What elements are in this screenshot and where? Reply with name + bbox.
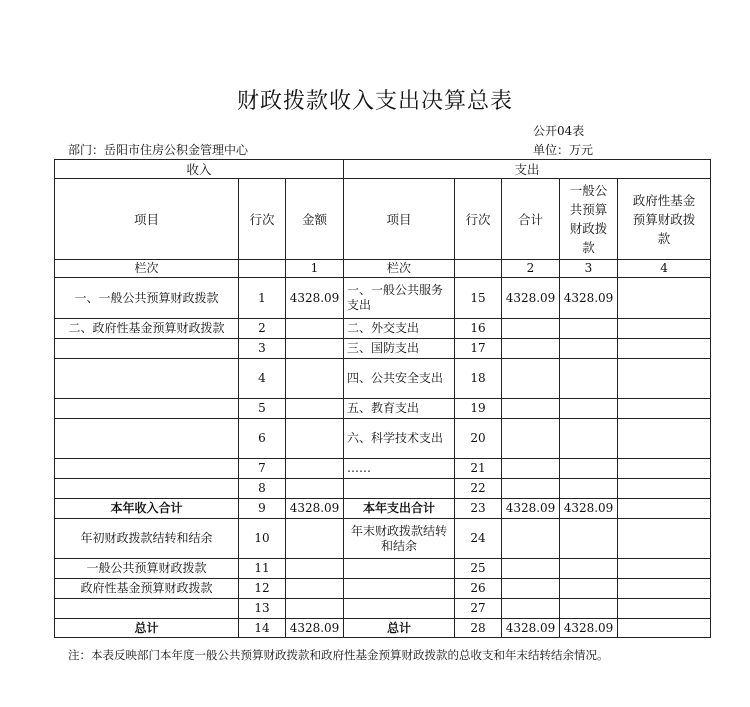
cell-ex-total	[502, 559, 560, 579]
cell-ex-total	[502, 459, 560, 479]
cell-in-item	[55, 339, 239, 359]
cell-ex-fund	[618, 339, 711, 359]
cell-ex-total: 4328.09	[502, 619, 560, 638]
column-3: 3	[560, 260, 618, 278]
cell-ex-gen	[560, 339, 618, 359]
cell-in-amt	[286, 479, 344, 499]
cell-ex-fund	[618, 559, 711, 579]
cell-ex-gen: 4328.09	[560, 278, 618, 319]
cell-in-no: 7	[239, 459, 286, 479]
cell-in-amt: 4328.09	[286, 499, 344, 519]
cell-ex-no: 19	[455, 399, 502, 419]
cell-in-amt	[286, 519, 344, 559]
cell-in-no: 1	[239, 278, 286, 319]
cell-ex-item	[344, 559, 455, 579]
cell-ex-gen	[560, 519, 618, 559]
budget-table	[54, 159, 711, 638]
cell-in-amt	[286, 399, 344, 419]
table-row	[55, 459, 711, 479]
cell-in-amt: 4328.09	[286, 619, 344, 638]
department-label: 部门：岳阳市住房公积金管理中心	[68, 143, 249, 157]
cell-ex-item: 三、国防支出	[344, 339, 455, 359]
table-row	[55, 499, 711, 519]
footnote: 注：本表反映部门本年度一般公共预算财政拨款和政府性基金预算财政拨款的总收支和年末结转结余情况。	[68, 648, 609, 662]
cell-in-item: 一、一般公共预算财政拨款	[55, 278, 239, 319]
cell-in-item	[55, 419, 239, 459]
cell-in-no: 10	[239, 519, 286, 559]
cell-ex-total	[502, 519, 560, 559]
cell-ex-item: 四、公共安全支出	[344, 359, 455, 399]
cell-ex-item: 二、外交支出	[344, 319, 455, 339]
column-1: 1	[286, 260, 344, 278]
cell-ex-no: 15	[455, 278, 502, 319]
cell-ex-fund	[618, 619, 711, 638]
cell-ex-no: 26	[455, 579, 502, 599]
cell-in-amt	[286, 359, 344, 399]
cell-ex-gen	[560, 359, 618, 399]
cell-ex-gen: 4328.09	[560, 499, 618, 519]
cell-in-amt	[286, 339, 344, 359]
cell-in-item: 总计	[55, 619, 239, 638]
cell-ex-fund	[618, 319, 711, 339]
cell-ex-no: 22	[455, 479, 502, 499]
table-row	[55, 339, 711, 359]
expense-row-no-header: 行次	[455, 179, 502, 260]
cell-ex-item: 六、科学技术支出	[344, 419, 455, 459]
expense-item-header: 项目	[344, 179, 455, 260]
cell-ex-total	[502, 419, 560, 459]
cell-ex-no: 16	[455, 319, 502, 339]
cell-in-no: 12	[239, 579, 286, 599]
cell-in-no: 8	[239, 479, 286, 499]
cell-ex-item	[344, 579, 455, 599]
cell-in-item: 年初财政拨款结转和结余	[55, 519, 239, 559]
cell-ex-no: 20	[455, 419, 502, 459]
cell-ex-item: 一、一般公共服务支出	[344, 278, 455, 319]
cell-ex-no: 24	[455, 519, 502, 559]
cell-ex-no: 27	[455, 599, 502, 619]
cell-ex-gen	[560, 459, 618, 479]
cell-ex-total	[502, 579, 560, 599]
cell-ex-total: 4328.09	[502, 499, 560, 519]
cell-ex-total	[502, 339, 560, 359]
cell-ex-total	[502, 399, 560, 419]
cell-ex-gen	[560, 419, 618, 459]
unit-label: 单位：万元	[533, 143, 594, 157]
column-empty	[239, 260, 286, 278]
cell-in-amt	[286, 579, 344, 599]
cell-ex-fund	[618, 419, 711, 459]
cell-ex-item: 年末财政拨款结转和结余	[344, 519, 455, 559]
cell-ex-fund	[618, 359, 711, 399]
cell-in-no: 6	[239, 419, 286, 459]
cell-ex-total: 4328.09	[502, 278, 560, 319]
table-row	[55, 619, 711, 638]
table-row	[55, 559, 711, 579]
cell-in-item	[55, 459, 239, 479]
expense-total-header: 合计	[502, 179, 560, 260]
cell-ex-fund	[618, 479, 711, 499]
income-item-header: 项目	[55, 179, 239, 260]
column-2: 2	[502, 260, 560, 278]
cell-ex-gen: 4328.09	[560, 619, 618, 638]
cell-in-item: 一般公共预算财政拨款	[55, 559, 239, 579]
cell-in-no: 14	[239, 619, 286, 638]
cell-in-amt	[286, 559, 344, 579]
cell-ex-gen	[560, 479, 618, 499]
table-row	[55, 599, 711, 619]
cell-ex-fund	[618, 399, 711, 419]
header-row-1	[55, 160, 711, 179]
cell-ex-gen	[560, 599, 618, 619]
table-row	[55, 359, 711, 399]
expense-column-label: 栏次	[344, 260, 455, 278]
cell-ex-fund	[618, 519, 711, 559]
cell-in-amt	[286, 459, 344, 479]
cell-in-item: 政府性基金预算财政拨款	[55, 579, 239, 599]
general-budget-header: 一般公共预算财政拨款	[560, 179, 618, 260]
cell-in-no: 2	[239, 319, 286, 339]
cell-in-item: 本年收入合计	[55, 499, 239, 519]
cell-in-amt	[286, 599, 344, 619]
table-row	[55, 479, 711, 499]
cell-ex-fund	[618, 579, 711, 599]
cell-in-item	[55, 599, 239, 619]
cell-in-item: 二、政府性基金预算财政拨款	[55, 319, 239, 339]
table-row	[55, 419, 711, 459]
cell-ex-no: 18	[455, 359, 502, 399]
table-row	[55, 579, 711, 599]
cell-ex-gen	[560, 579, 618, 599]
income-header: 收入	[55, 160, 344, 179]
cell-in-no: 13	[239, 599, 286, 619]
cell-ex-item: ……	[344, 459, 455, 479]
cell-ex-no: 17	[455, 339, 502, 359]
cell-ex-item	[344, 599, 455, 619]
cell-ex-total	[502, 319, 560, 339]
cell-ex-no: 25	[455, 559, 502, 579]
cell-in-no: 11	[239, 559, 286, 579]
page-title: 财政拨款收入支出决算总表	[236, 89, 513, 114]
table-row	[55, 319, 711, 339]
cell-in-no: 5	[239, 399, 286, 419]
column-number-row	[55, 260, 711, 278]
cell-ex-no: 21	[455, 459, 502, 479]
cell-ex-item: 本年支出合计	[344, 499, 455, 519]
cell-ex-fund	[618, 278, 711, 319]
income-row-no-header: 行次	[239, 179, 286, 260]
expense-header: 支出	[344, 160, 711, 179]
cell-ex-fund	[618, 599, 711, 619]
cell-ex-item: 总计	[344, 619, 455, 638]
cell-ex-total	[502, 599, 560, 619]
cell-in-no: 3	[239, 339, 286, 359]
cell-ex-fund	[618, 499, 711, 519]
cell-ex-item: 五、教育支出	[344, 399, 455, 419]
column-4: 4	[618, 260, 711, 278]
income-amount-header: 金额	[286, 179, 344, 260]
cell-in-amt	[286, 319, 344, 339]
cell-in-item	[55, 399, 239, 419]
table-row	[55, 399, 711, 419]
cell-ex-no: 23	[455, 499, 502, 519]
cell-in-amt	[286, 419, 344, 459]
cell-ex-total	[502, 359, 560, 399]
cell-in-item	[55, 359, 239, 399]
cell-ex-gen	[560, 399, 618, 419]
header-row-2	[55, 179, 711, 260]
table-row	[55, 519, 711, 559]
gov-fund-header: 政府性基金预算财政拨款	[618, 179, 711, 260]
cell-in-no: 9	[239, 499, 286, 519]
cell-in-amt: 4328.09	[286, 278, 344, 319]
expense-column-empty	[455, 260, 502, 278]
table-row	[55, 278, 711, 319]
form-number: 公开04表	[533, 124, 585, 138]
cell-in-no: 4	[239, 359, 286, 399]
cell-ex-fund	[618, 459, 711, 479]
cell-in-item	[55, 479, 239, 499]
column-label: 栏次	[55, 260, 239, 278]
cell-ex-gen	[560, 559, 618, 579]
cell-ex-item	[344, 479, 455, 499]
cell-ex-no: 28	[455, 619, 502, 638]
cell-ex-gen	[560, 319, 618, 339]
cell-ex-total	[502, 479, 560, 499]
